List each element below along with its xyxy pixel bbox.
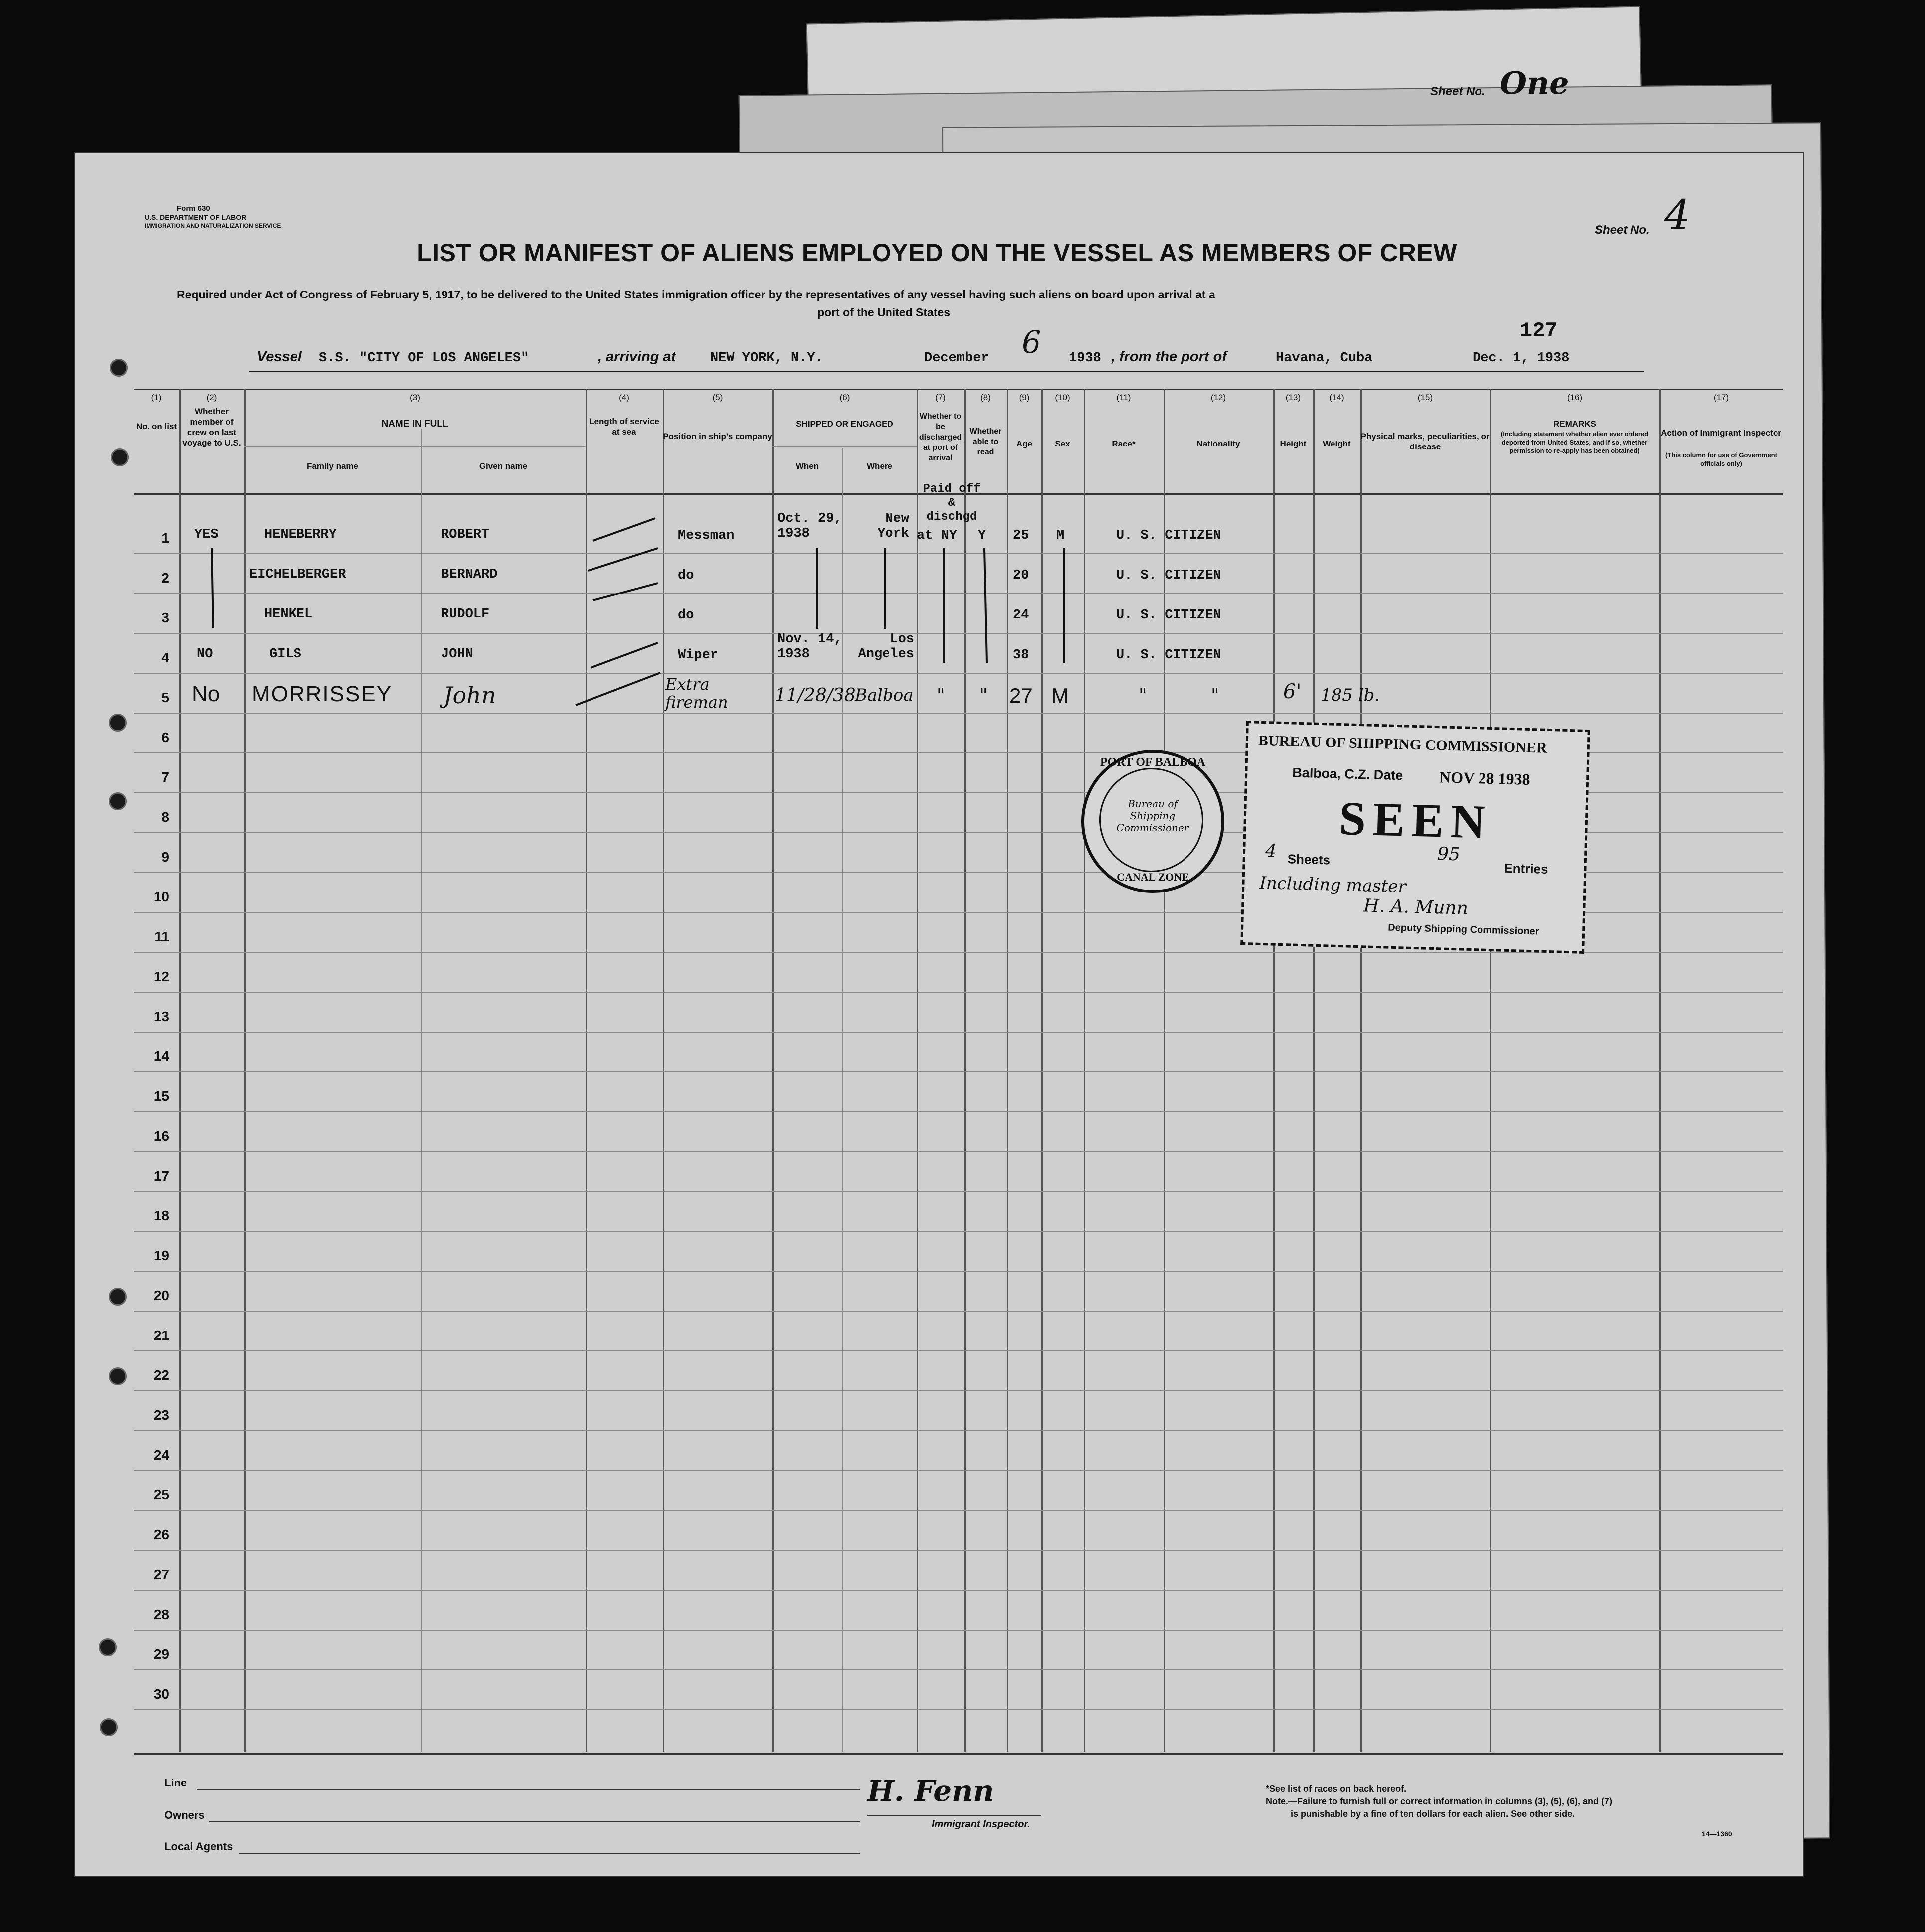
footer-agents-rule xyxy=(239,1853,860,1854)
arrival-year: 1938 xyxy=(1069,351,1101,366)
row-number: 12 xyxy=(153,969,169,984)
col-num: (6) xyxy=(839,393,850,402)
row-number: 10 xyxy=(153,889,169,904)
row5-position: Extra fireman xyxy=(665,675,728,712)
col-header-age: Age xyxy=(1016,439,1033,448)
row-number: 11 xyxy=(154,929,169,944)
form-title: LIST OR MANIFEST OF ALIENS EMPLOYED ON THE VESSEL AS MEMBERS OF CREW xyxy=(417,239,1457,267)
row-number: 23 xyxy=(153,1407,169,1423)
punch-hole xyxy=(109,1367,127,1385)
col-header-family-name: Family name xyxy=(307,461,358,471)
row4-when: Nov. 14, 1938 xyxy=(777,632,842,662)
col-header-physical-marks: Physical marks, peculiarities, or disease xyxy=(1360,432,1490,451)
row-rule xyxy=(134,1191,1783,1192)
stamp-title: BUREAU OF SHIPPING COMMISSIONER xyxy=(1258,732,1547,756)
row3-position: do xyxy=(678,608,694,623)
row-rule xyxy=(134,1709,1783,1710)
vessel-name: S.S. "CITY OF LOS ANGELES" xyxy=(319,351,529,366)
row-number: 7 xyxy=(161,769,169,785)
stamp-signer-title: Deputy Shipping Commissioner xyxy=(1387,922,1539,937)
row1-where: New York xyxy=(877,511,909,541)
row-number: 20 xyxy=(153,1288,169,1303)
arrival-port: NEW YORK, N.Y. xyxy=(710,351,823,366)
col-num: (9) xyxy=(1019,393,1030,402)
row-rule xyxy=(134,1630,1783,1631)
row1-family-name: HENEBERRY xyxy=(264,527,337,542)
col-num: (13) xyxy=(1285,393,1301,402)
stamp-sheets-label: Sheets xyxy=(1287,851,1331,868)
tab-sheet-value: One xyxy=(1500,65,1569,101)
col-header-inspector-note: (This column for use of Government officials only) xyxy=(1665,451,1777,467)
punch-hole xyxy=(99,1638,117,1656)
row4-given-name: JOHN xyxy=(441,647,473,662)
footer-note-penalty-2: is punishable by a fine of ten dollars for each alien. See other side. xyxy=(1291,1809,1575,1819)
row5-age: 27 xyxy=(1009,684,1033,707)
row-number: 9 xyxy=(161,849,169,865)
col-num: (2) xyxy=(206,393,217,402)
row-number: 5 xyxy=(161,690,169,705)
row-rule xyxy=(134,1510,1783,1511)
stamp-including: Including master xyxy=(1259,873,1407,897)
ditto-marks xyxy=(0,0,1925,747)
row-number: 21 xyxy=(153,1328,169,1343)
row5-discharged: " xyxy=(937,685,945,706)
col-num: (14) xyxy=(1329,393,1344,402)
row-rule xyxy=(134,1032,1783,1033)
shipping-commissioner-stamp xyxy=(1240,721,1590,954)
row-rule xyxy=(134,1390,1783,1391)
form-number: Form 630 xyxy=(177,204,210,213)
row-rule xyxy=(134,1470,1783,1471)
footer-form-code: 14—1360 xyxy=(1702,1830,1732,1838)
row5-last-voyage: No xyxy=(192,682,220,706)
port-of-balboa-seal xyxy=(1081,750,1224,893)
row-rule xyxy=(134,1311,1783,1312)
row1-discharged: at NY xyxy=(917,528,958,543)
col-num: (12) xyxy=(1210,393,1226,402)
departure-port: Havana, Cuba xyxy=(1276,351,1373,366)
row-rule xyxy=(134,1590,1783,1591)
sheet-no-label: Sheet No. xyxy=(1595,223,1650,237)
departure-date: Dec. 1, 1938 xyxy=(1473,351,1570,366)
row5-family-name: MORRISSEY xyxy=(252,682,393,706)
row-number: 6 xyxy=(161,730,169,745)
row3-age: 24 xyxy=(1013,608,1029,623)
row-rule xyxy=(134,1111,1783,1112)
inspector-label: Immigrant Inspector. xyxy=(932,1819,1030,1830)
footer-note-races: *See list of races on back hereof. xyxy=(1266,1784,1407,1794)
row2-race: U. S. CITIZEN xyxy=(1116,568,1221,583)
row2-given-name: BERNARD xyxy=(441,567,498,582)
row4-race: U. S. CITIZEN xyxy=(1116,648,1221,663)
col-num: (1) xyxy=(151,393,162,402)
row5-read: " xyxy=(979,685,988,706)
footer-owners-label: Owners xyxy=(164,1809,205,1821)
row-rule xyxy=(134,1350,1783,1351)
row1-position: Messman xyxy=(678,528,735,543)
row2-family-name: EICHELBERGER xyxy=(249,567,346,582)
sheet-no-value: 4 xyxy=(1664,192,1691,239)
row-rule xyxy=(134,1271,1783,1272)
col-num: (4) xyxy=(619,393,629,402)
stamp-signature: H. A. Munn xyxy=(1363,895,1469,919)
stamp-seen: SEEN xyxy=(1338,791,1493,849)
row1-race: U. S. CITIZEN xyxy=(1116,528,1221,543)
row5-when: 11/28/38 xyxy=(775,685,856,706)
seal-top-text: PORT OF BALBOA xyxy=(1100,756,1206,769)
row-number: 1 xyxy=(161,530,169,546)
row4-last-voyage: NO xyxy=(197,647,213,662)
row2-age: 20 xyxy=(1013,568,1029,583)
manifest-count: 127 xyxy=(1520,319,1558,343)
row-number: 29 xyxy=(153,1646,169,1662)
col-header-no: No. on list xyxy=(136,422,177,431)
stamp-sheets-count: 4 xyxy=(1265,841,1277,862)
col-header-position: Position in ship's company xyxy=(663,432,772,441)
col-num: (7) xyxy=(935,393,946,402)
col-header-name: NAME IN FULL xyxy=(381,419,448,429)
row3-given-name: RUDOLF xyxy=(441,607,490,622)
row5-weight: 185 lb. xyxy=(1321,685,1380,705)
row1-last-voyage: YES xyxy=(194,527,219,542)
col-header-nationality: Nationality xyxy=(1196,439,1240,448)
row-number: 28 xyxy=(153,1607,169,1622)
discharge-note: Paid off & dischgd xyxy=(923,482,981,524)
seal-bottom-text: CANAL ZONE xyxy=(1117,871,1189,883)
row5-where: Balboa xyxy=(855,685,914,705)
footer-owners-rule xyxy=(209,1821,860,1822)
footer-line-rule xyxy=(197,1789,860,1790)
col-header-given-name: Given name xyxy=(479,461,528,471)
row1-read: Y xyxy=(978,528,986,543)
row-number: 4 xyxy=(161,650,169,665)
col-header-shipped: SHIPPED OR ENGAGED xyxy=(796,419,893,429)
col-header-weight: Weight xyxy=(1323,439,1351,448)
row-rule xyxy=(134,992,1783,993)
stamp-entries-label: Entries xyxy=(1504,860,1548,877)
col-num: (10) xyxy=(1055,393,1070,402)
inspector-signature: H. Fenn xyxy=(867,1774,994,1808)
col-num: (8) xyxy=(980,393,991,402)
row3-race: U. S. CITIZEN xyxy=(1116,608,1221,623)
arrival-month: December xyxy=(924,351,989,366)
row5-height: 6' xyxy=(1283,680,1302,703)
row-number: 18 xyxy=(153,1208,169,1223)
col-num: (17) xyxy=(1713,393,1729,402)
row2-position: do xyxy=(678,568,694,583)
row-rule xyxy=(134,1550,1783,1551)
row-rule xyxy=(134,1231,1783,1232)
row-rule xyxy=(134,1151,1783,1152)
row-number: 2 xyxy=(161,570,169,586)
row-number: 17 xyxy=(153,1168,169,1184)
row-number: 22 xyxy=(153,1367,169,1383)
punch-hole xyxy=(100,1718,118,1736)
row-number: 27 xyxy=(153,1567,169,1582)
row-number: 13 xyxy=(153,1009,169,1024)
inspector-signature-rule xyxy=(867,1815,1041,1816)
col-header-length-service: Length of service at sea xyxy=(589,417,659,437)
col-header-inspector: Action of Immigrant Inspector xyxy=(1661,428,1781,438)
arriving-label: , arriving at xyxy=(598,349,676,365)
from-port-label: , from the port of xyxy=(1111,349,1227,365)
tab-sheet-label: Sheet No. xyxy=(1430,85,1485,98)
footer-line-label: Line xyxy=(164,1777,187,1789)
department-line: U.S. DEPARTMENT OF LABOR xyxy=(145,213,247,221)
row1-age: 25 xyxy=(1013,528,1029,543)
service-line: IMMIGRATION AND NATURALIZATION SERVICE xyxy=(145,222,281,229)
row-rule xyxy=(134,1071,1783,1072)
col-num: (11) xyxy=(1116,393,1131,402)
row1-given-name: ROBERT xyxy=(441,527,490,542)
arrival-day: 6 xyxy=(1022,324,1041,360)
row-number: 16 xyxy=(153,1128,169,1144)
row5-nationality: " xyxy=(1211,685,1219,706)
col-num: (5) xyxy=(712,393,723,402)
row-number: 30 xyxy=(153,1686,169,1702)
vessel-label: Vessel xyxy=(257,349,302,365)
col-header-where: Where xyxy=(867,461,892,471)
col-num: (16) xyxy=(1567,393,1583,402)
row-rule xyxy=(134,1669,1783,1670)
row1-sex: M xyxy=(1056,528,1065,543)
row-number: 3 xyxy=(161,610,169,625)
row-number: 8 xyxy=(161,809,169,825)
col-header-race: Race* xyxy=(1112,439,1136,448)
footer-agents-label: Local Agents xyxy=(164,1840,233,1853)
col-header-last-voyage: Whether member of crew on last voyage to U.S. xyxy=(182,407,241,447)
form-subtitle: Required under Act of Congress of February 5, 1917, to be delivered to the United States immigration officer by the representatives of any vessel having such aliens on board upon arrival at a xyxy=(177,288,1215,301)
form-subtitle-2: port of the United States xyxy=(817,306,951,319)
col-header-remarks-note: (Including statement whether alien ever ordered deported from United States, and if so, whether permission to re-apply has been obtained) xyxy=(1500,430,1649,454)
row-number: 19 xyxy=(153,1248,169,1263)
row-number: 25 xyxy=(153,1487,169,1502)
row-number: 14 xyxy=(153,1048,169,1064)
col-num: (3) xyxy=(410,393,420,402)
stamp-date: NOV 28 1938 xyxy=(1439,768,1531,788)
seal-center-text: Bureau of Shipping Commissioner xyxy=(1116,798,1189,834)
stamp-entries-count: 95 xyxy=(1437,844,1461,865)
punch-hole xyxy=(109,792,127,810)
stamp-place-label: Balboa, C.Z. Date xyxy=(1292,765,1403,783)
row-number: 26 xyxy=(153,1527,169,1542)
row4-where: Los Angeles xyxy=(858,632,914,662)
footer-note-penalty-1: Note.—Failure to furnish full or correct information in columns (3), (5), (6), and (7) xyxy=(1266,1796,1613,1806)
col-header-discharged: Whether to be discharged at port of arrival xyxy=(919,412,962,462)
row-rule xyxy=(134,1430,1783,1431)
col-header-read: Whether able to read xyxy=(969,427,1002,456)
row5-given-name: John xyxy=(444,682,496,709)
punch-hole xyxy=(109,1288,127,1306)
row-number: 15 xyxy=(153,1088,169,1104)
row3-family-name: HENKEL xyxy=(264,607,313,622)
col-header-height: Height xyxy=(1280,439,1307,448)
col-num: (15) xyxy=(1417,393,1433,402)
col-header-sex: Sex xyxy=(1055,439,1070,448)
row1-when: Oct. 29, 1938 xyxy=(777,511,842,541)
col-header-when: When xyxy=(795,461,819,471)
row5-race: " xyxy=(1139,685,1147,706)
row-number: 24 xyxy=(153,1447,169,1463)
row4-family-name: GILS xyxy=(269,647,301,662)
col-header-remarks: REMARKS xyxy=(1553,419,1596,429)
row4-position: Wiper xyxy=(678,648,719,663)
row5-sex: M xyxy=(1051,684,1069,707)
row4-age: 38 xyxy=(1013,648,1029,663)
